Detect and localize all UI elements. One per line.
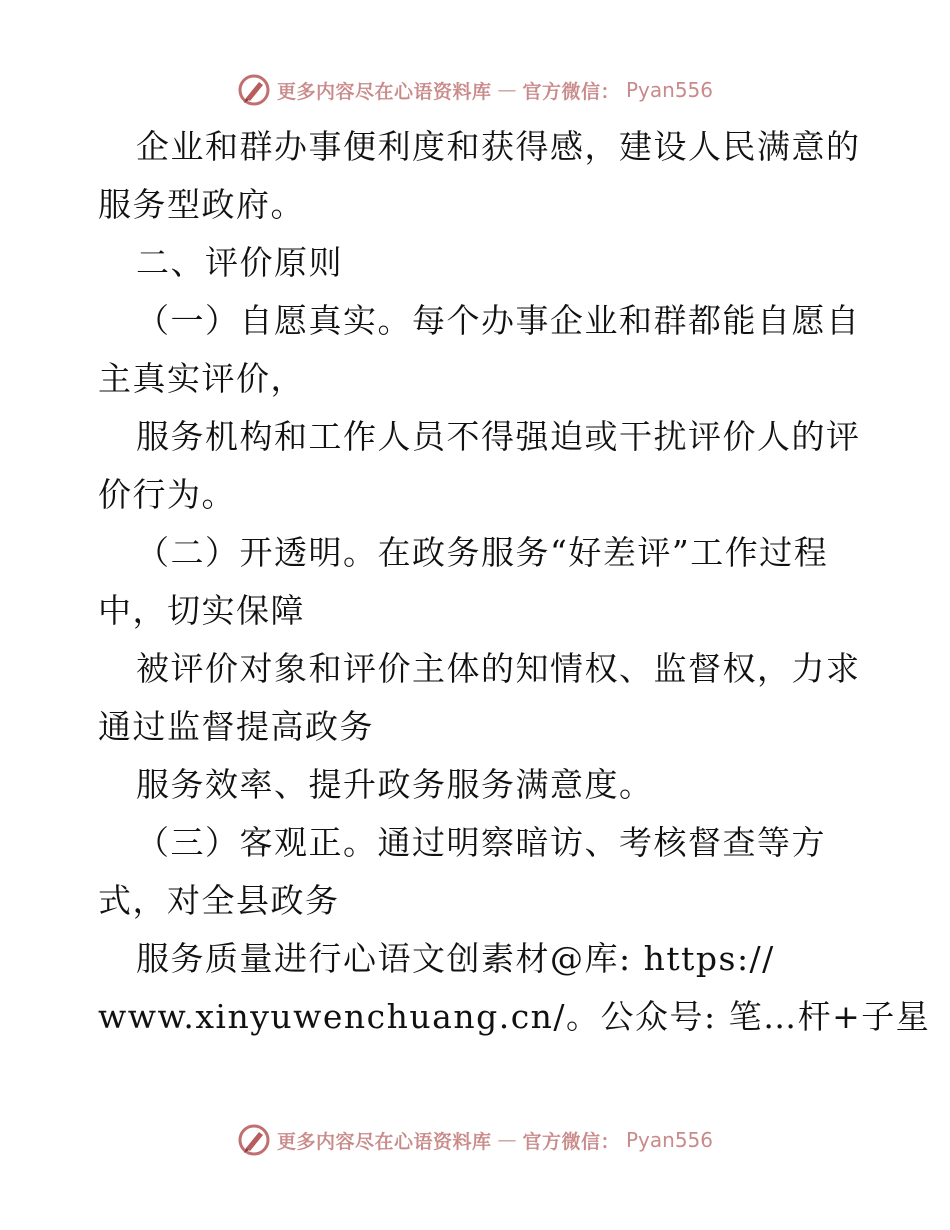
paragraph-line: （二）开透明。在政务服务“好差评”工作过程: [136, 533, 829, 572]
pen-logo-icon: [237, 73, 271, 107]
paragraph-line: 价行为。: [98, 475, 236, 514]
paragraph-line: 通过监督提高政务: [98, 707, 374, 746]
paragraph-line: 服务机构和工作人员不得强迫或干扰评价人的评: [136, 417, 861, 456]
watermark-group: [237, 73, 713, 107]
paragraph-line: 服务型政府。: [98, 185, 305, 224]
paragraph-line: 中，切实保障: [98, 591, 305, 630]
watermark-wechat-id: Pyan556: [626, 1128, 714, 1152]
paragraph-line: （三）客观正。通过明察暗访、考核督查等方: [136, 823, 826, 862]
watermark-text: 更多内容尽在心语资料库: [276, 80, 492, 103]
watermark-separator: —: [497, 1129, 517, 1151]
paragraph-line: 服务效率、提升政务服务满意度。: [136, 765, 654, 804]
paragraph-line: 服务质量进行心语文创素材@库: https://: [136, 939, 775, 978]
watermark-separator: —: [497, 79, 517, 101]
paragraph-line: 式，对全县政务: [98, 881, 340, 920]
paragraph-line: （一）自愿真实。每个办事企业和群都能自愿自: [136, 301, 861, 340]
paragraph-line: 被评价对象和评价主体的知情权、监督权，力求: [136, 649, 861, 688]
footer-watermark: [0, 1120, 950, 1160]
document-body: [98, 118, 931, 1046]
paragraph-line: 企业和群办事便利度和获得感，建设人民满意的: [136, 127, 861, 166]
header-watermark: [0, 70, 950, 110]
section-heading: 二、评价原则: [136, 243, 343, 282]
watermark-group: [237, 1123, 713, 1157]
watermark-wechat-id: Pyan556: [626, 78, 714, 102]
watermark-text: 更多内容尽在心语资料库: [276, 1130, 492, 1153]
watermark-suffix: 官方微信：: [522, 1130, 620, 1153]
paragraph-line: 主真实评价，: [98, 359, 305, 398]
pen-logo-icon: [237, 1123, 271, 1157]
paragraph-line: www.xinyuwenchuang.cn/。公众号: 笔…杆+子星: [98, 997, 931, 1036]
watermark-suffix: 官方微信：: [522, 80, 620, 103]
